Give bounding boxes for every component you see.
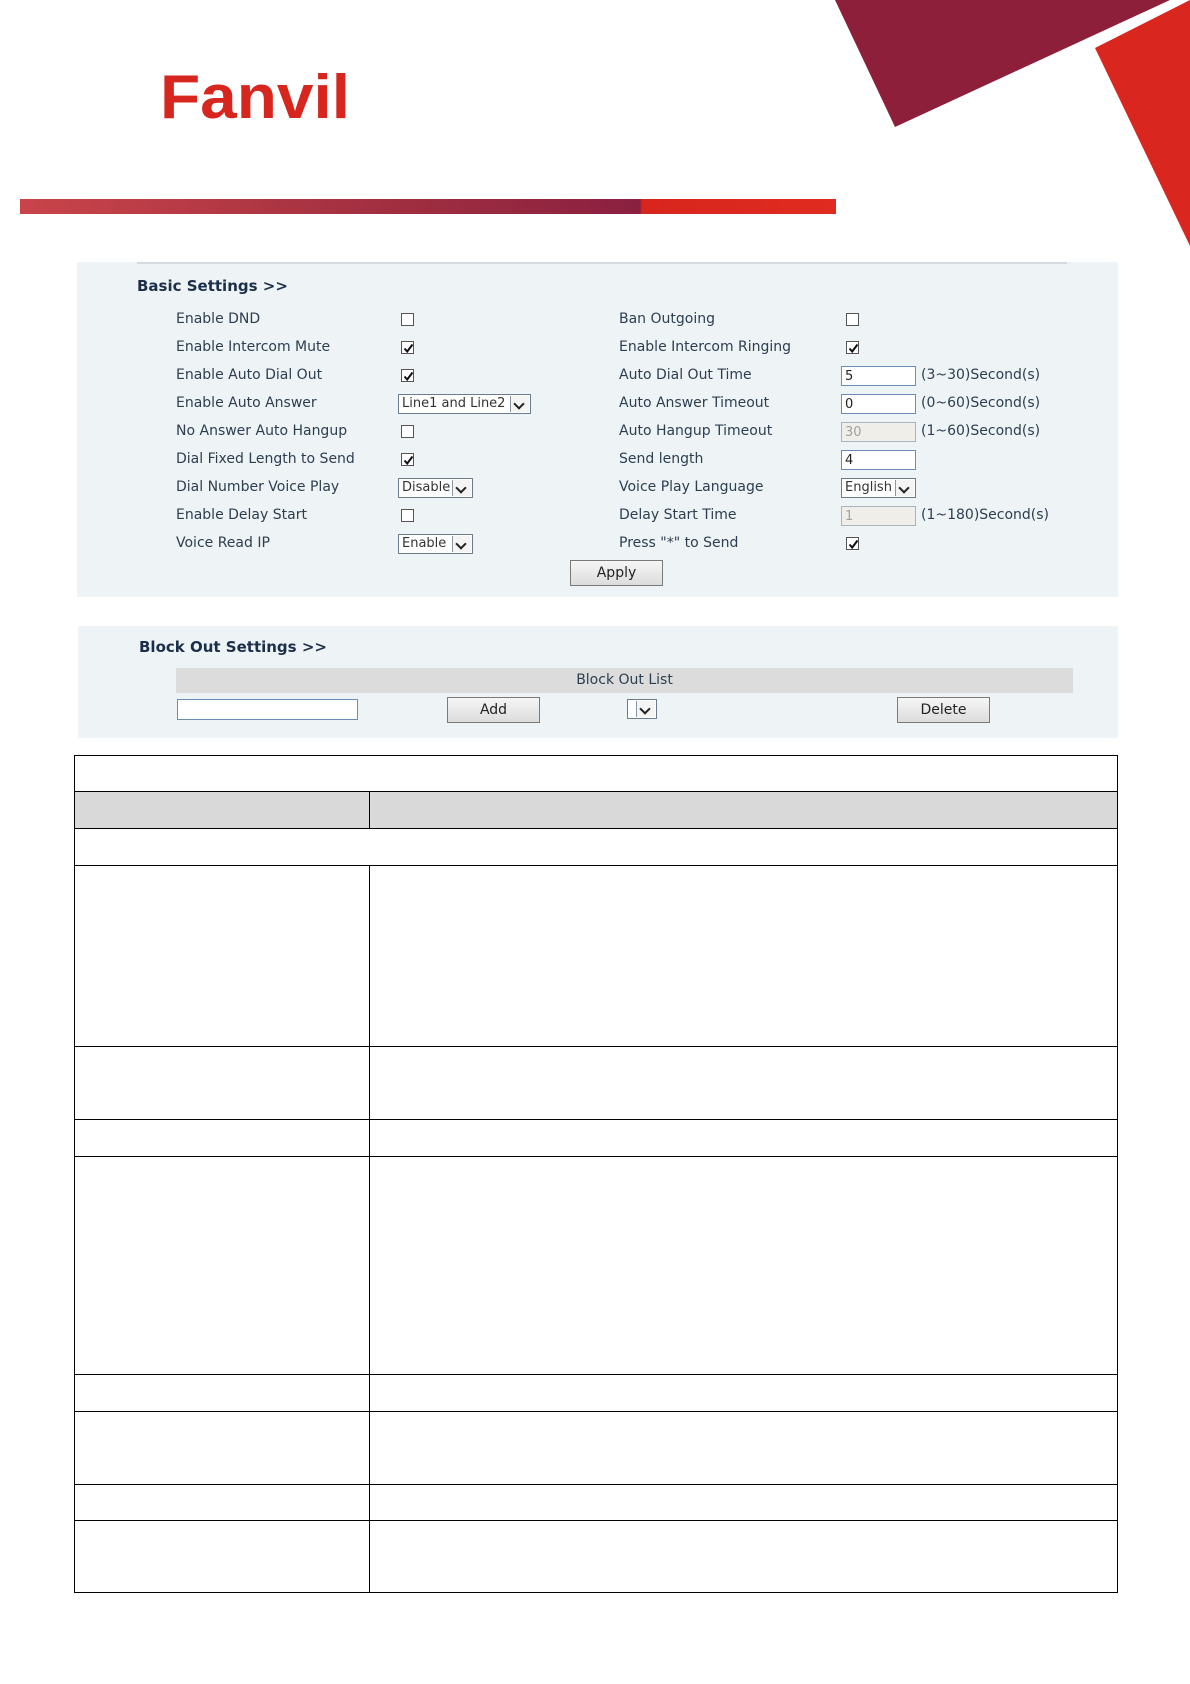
auto-dial-out-time-unit: (3~30)Second(s) [921,367,1041,383]
basic-settings-title: Basic Settings >> [137,277,288,295]
dial-number-voice-play-select[interactable] [398,478,473,498]
voice-play-language-label: Voice Play Language [619,479,764,495]
enable-intercom-ringing-checkbox[interactable] [846,341,859,354]
enable-delay-start-checkbox[interactable] [401,509,414,522]
dial-number-voice-play-label: Dial Number Voice Play [176,479,340,495]
table-header-row [74,791,1118,828]
select-value: Line1 and Line2 [402,396,506,411]
enable-intercom-ringing-label: Enable Intercom Ringing [619,339,792,355]
press-to-send-checkbox[interactable] [846,537,859,550]
enable-dnd-checkbox[interactable] [401,313,414,326]
add-button[interactable]: Add [447,697,540,723]
dial-fixed-length-to-send-checkbox[interactable] [401,453,414,466]
chevron-down-icon [636,701,655,717]
chevron-down-icon [452,536,471,552]
send-length-input[interactable] [841,450,916,470]
enable-intercom-mute-label: Enable Intercom Mute [176,339,331,355]
auto-answer-timeout-unit: (0~60)Second(s) [921,395,1041,411]
chevron-down-icon [510,396,529,412]
voice-read-ip-label: Voice Read IP [176,535,270,551]
block-out-list-select[interactable] [627,699,657,719]
block-out-settings-title: Block Out Settings >> [139,638,327,656]
select-value: English [845,480,892,495]
delay-start-time-label: Delay Start Time [619,507,737,523]
select-value: Enable [402,536,447,551]
enable-auto-dial-out-label: Enable Auto Dial Out [176,367,323,383]
enable-auto-dial-out-checkbox[interactable] [401,369,414,382]
panel-top-rule [137,262,1067,264]
enable-delay-start-label: Enable Delay Start [176,507,307,523]
auto-answer-timeout-label: Auto Answer Timeout [619,395,770,411]
enable-auto-answer-label: Enable Auto Answer [176,395,317,411]
chevron-down-icon [895,480,914,496]
block-out-number-input[interactable] [177,699,358,720]
no-answer-auto-hangup-label: No Answer Auto Hangup [176,423,348,439]
delay-start-time-input [841,506,916,526]
delay-start-time-unit: (1~180)Second(s) [921,507,1050,523]
auto-dial-out-time-label: Auto Dial Out Time [619,367,752,383]
auto-hangup-timeout-unit: (1~60)Second(s) [921,423,1041,439]
no-answer-auto-hangup-checkbox[interactable] [401,425,414,438]
auto-hangup-timeout-label: Auto Hangup Timeout [619,423,773,439]
press-to-send-label: Press "*" to Send [619,535,739,551]
enable-intercom-mute-checkbox[interactable] [401,341,414,354]
enable-dnd-label: Enable DND [176,311,261,327]
auto-answer-timeout-input[interactable] [841,394,916,414]
parameter-table [74,755,1118,1593]
auto-hangup-timeout-input [841,422,916,442]
apply-button[interactable]: Apply [570,560,663,586]
dial-fixed-length-to-send-label: Dial Fixed Length to Send [176,451,355,467]
svg-text:Fanvil: Fanvil [160,66,350,122]
ban-outgoing-checkbox[interactable] [846,313,859,326]
enable-auto-answer-select[interactable] [398,394,531,414]
block-out-list-header: Block Out List [176,668,1073,693]
auto-dial-out-time-input[interactable] [841,366,916,386]
voice-play-language-select[interactable] [841,478,916,498]
send-length-label: Send length [619,451,704,467]
header-banner [20,199,836,214]
delete-button[interactable]: Delete [897,697,990,723]
voice-read-ip-select[interactable] [398,534,473,554]
corner-decoration [0,0,1190,260]
select-value: Disable [402,480,451,495]
fanvil-logo [160,66,350,122]
ban-outgoing-label: Ban Outgoing [619,311,715,327]
chevron-down-icon [452,480,471,496]
